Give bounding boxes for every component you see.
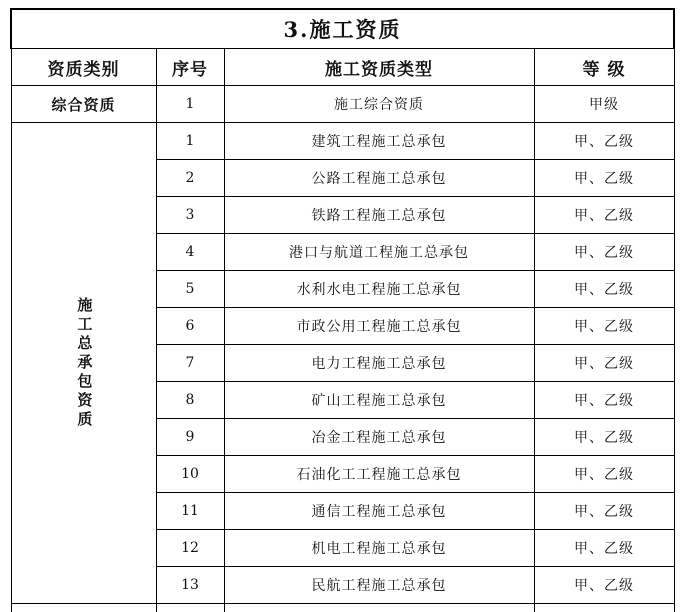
page-title: 3.施工资质 [11, 9, 674, 49]
row-type: 铁路工程施工总承包 [224, 197, 534, 234]
row-number: 11 [156, 493, 224, 530]
row-type: 港口与航道工程施工总承包 [224, 234, 534, 271]
table-header-row [11, 49, 674, 86]
row-number: 6 [156, 308, 224, 345]
header-type: 施工资质类型 [224, 49, 534, 86]
table-row [11, 123, 674, 160]
row-level: 甲、乙级 [534, 530, 674, 567]
spacer-cell [156, 604, 224, 612]
row-level: 甲、乙级 [534, 197, 674, 234]
row-number: 3 [156, 197, 224, 234]
table-title-row [11, 9, 674, 49]
category-cell-general-contracting [11, 123, 156, 604]
row-type: 水利水电工程施工总承包 [224, 271, 534, 308]
row-level: 甲、乙级 [534, 160, 674, 197]
row-type: 民航工程施工总承包 [224, 567, 534, 604]
row-type: 石油化工工程施工总承包 [224, 456, 534, 493]
row-type: 建筑工程施工总承包 [224, 123, 534, 160]
spacer-cell [534, 604, 674, 612]
row-level: 甲、乙级 [534, 234, 674, 271]
construction-qualification-table [10, 8, 675, 612]
table-bottom-spacer-row [11, 604, 674, 612]
row-number: 5 [156, 271, 224, 308]
row-number: 2 [156, 160, 224, 197]
spacer-cell [11, 604, 156, 612]
table-row [11, 86, 674, 123]
row-level: 甲级 [534, 86, 674, 123]
row-level: 甲、乙级 [534, 308, 674, 345]
row-level: 甲、乙级 [534, 382, 674, 419]
row-number: 8 [156, 382, 224, 419]
row-type: 矿山工程施工总承包 [224, 382, 534, 419]
row-level: 甲、乙级 [534, 456, 674, 493]
row-type: 冶金工程施工总承包 [224, 419, 534, 456]
row-number: 9 [156, 419, 224, 456]
category-label-vertical: 施工总承包资质 [73, 297, 95, 430]
row-number: 4 [156, 234, 224, 271]
row-level: 甲、乙级 [534, 123, 674, 160]
category-cell-comprehensive: 综合资质 [11, 86, 156, 123]
row-number: 7 [156, 345, 224, 382]
row-level: 甲、乙级 [534, 345, 674, 382]
row-type: 施工综合资质 [224, 86, 534, 123]
row-level: 甲、乙级 [534, 419, 674, 456]
row-number: 10 [156, 456, 224, 493]
row-number: 1 [156, 123, 224, 160]
row-level: 甲、乙级 [534, 271, 674, 308]
row-type: 公路工程施工总承包 [224, 160, 534, 197]
row-type: 机电工程施工总承包 [224, 530, 534, 567]
row-level: 甲、乙级 [534, 493, 674, 530]
row-number: 12 [156, 530, 224, 567]
row-level: 甲、乙级 [534, 567, 674, 604]
spacer-cell [224, 604, 534, 612]
row-number: 13 [156, 567, 224, 604]
row-type: 市政公用工程施工总承包 [224, 308, 534, 345]
row-type: 通信工程施工总承包 [224, 493, 534, 530]
row-number: 1 [156, 86, 224, 123]
header-category: 资质类别 [11, 49, 156, 86]
row-type: 电力工程施工总承包 [224, 345, 534, 382]
header-level: 等 级 [534, 49, 674, 86]
header-number: 序号 [156, 49, 224, 86]
